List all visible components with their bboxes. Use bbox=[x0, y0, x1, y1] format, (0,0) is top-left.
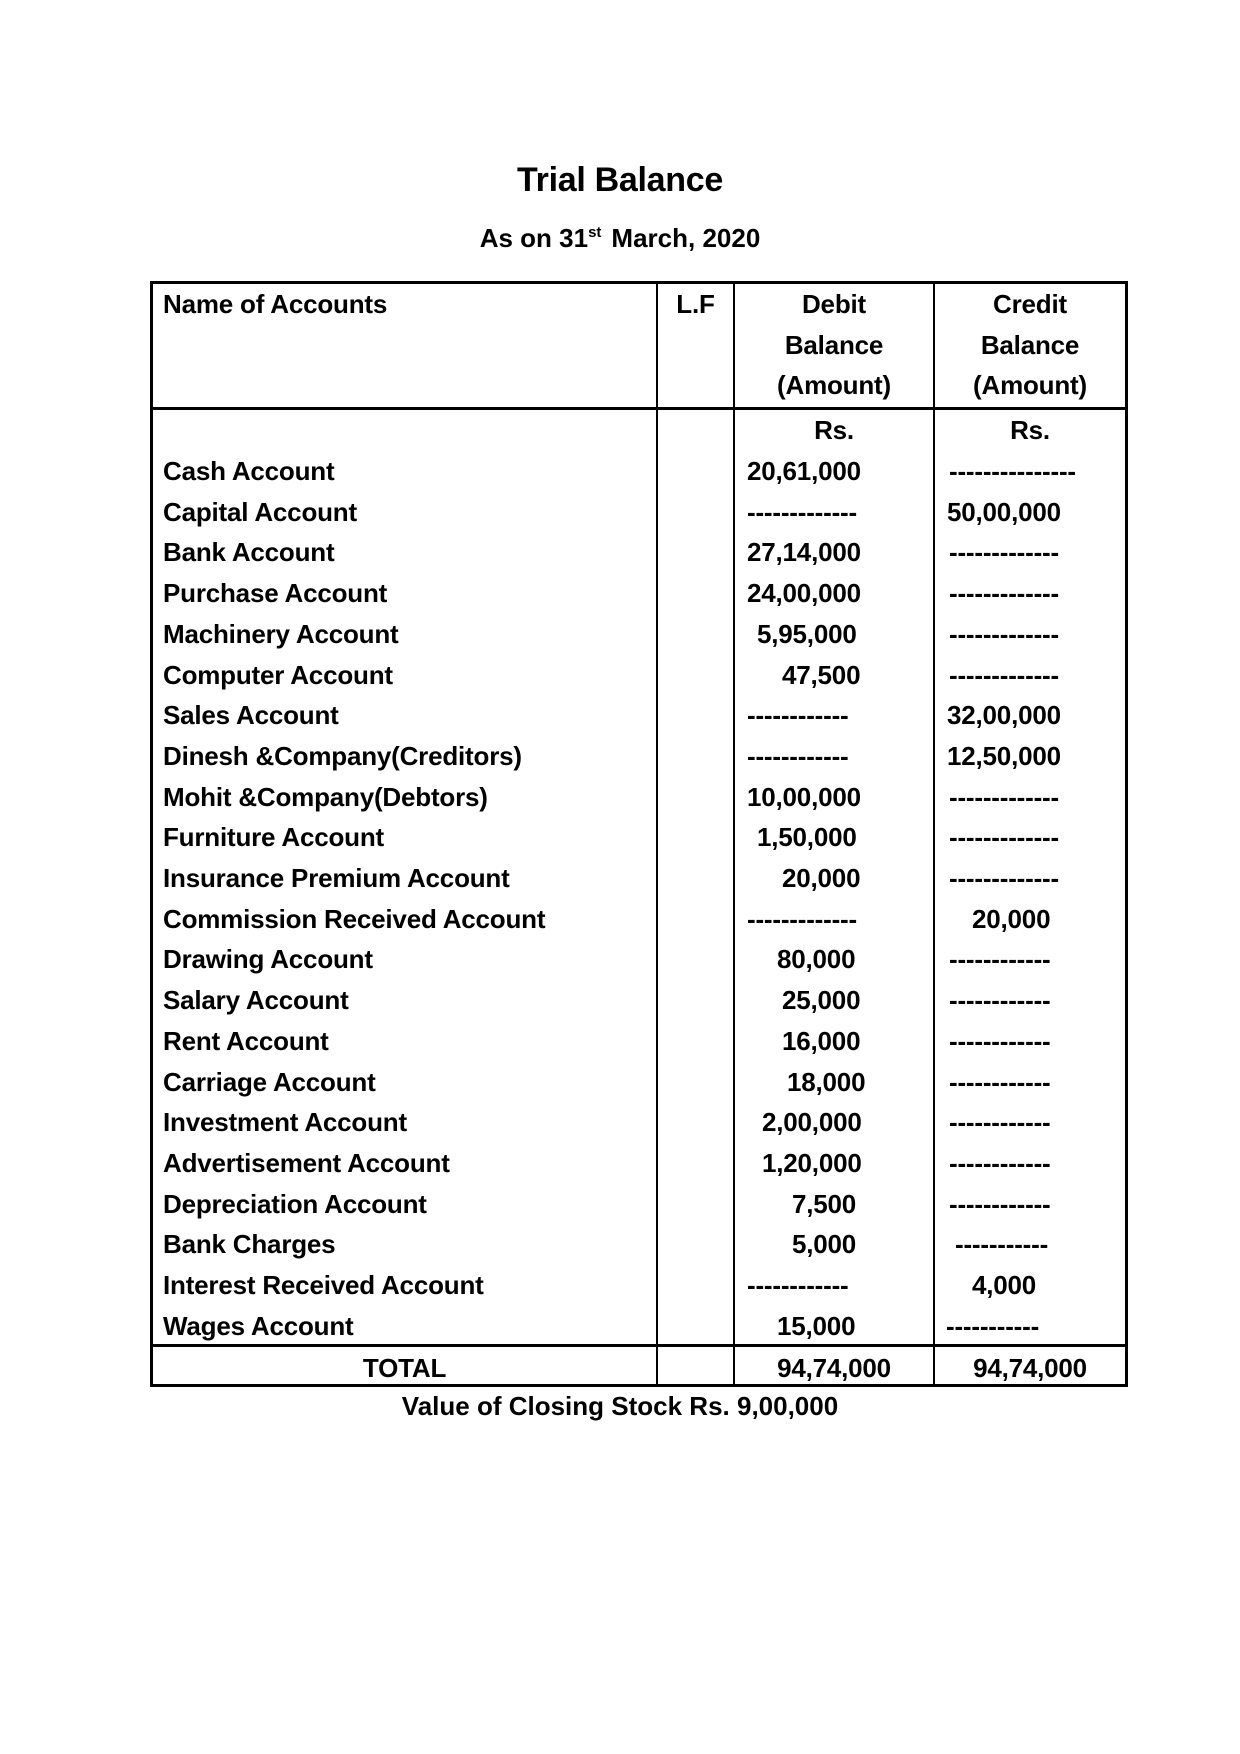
account-name: Computer Account bbox=[163, 660, 393, 690]
credit-amount: 50,00,000 bbox=[947, 497, 1061, 527]
debit-amount: 1,20,000 bbox=[762, 1148, 862, 1178]
account-name: Sales Account bbox=[163, 700, 339, 730]
debit-amount: 24,00,000 bbox=[747, 578, 861, 608]
credit-amount: ------------- bbox=[949, 537, 1059, 567]
account-name: Commission Received Account bbox=[163, 904, 546, 934]
debit-amount: 7,500 bbox=[792, 1189, 857, 1219]
credit-amount: ------------- bbox=[949, 863, 1059, 893]
header-name-of-accounts: Name of Accounts bbox=[163, 289, 388, 319]
subtitle-date-suffix: March, 2020 bbox=[611, 223, 761, 253]
credit-amount: ------------- bbox=[949, 782, 1059, 812]
header-bottom-rule bbox=[153, 407, 1125, 410]
subtitle-ordinal-suffix: st bbox=[588, 224, 602, 241]
debit-amount: 47,500 bbox=[782, 660, 861, 690]
divider-lf-debit bbox=[733, 284, 735, 1384]
debit-amount: ------------ bbox=[747, 700, 849, 730]
account-name: Salary Account bbox=[163, 985, 349, 1015]
debit-amount: 16,000 bbox=[782, 1026, 861, 1056]
credit-amount: ------------- bbox=[949, 578, 1059, 608]
header-credit-line-3: (Amount) bbox=[973, 370, 1087, 400]
closing-stock-note: Value of Closing Stock Rs. 9,00,000 bbox=[401, 1391, 839, 1421]
header-lf: L.F bbox=[676, 289, 715, 319]
debit-currency-label: Rs. bbox=[814, 415, 854, 445]
credit-amount: ------------ bbox=[949, 985, 1051, 1015]
debit-amount: ------------ bbox=[747, 1270, 849, 1300]
total-debit: 94,74,000 bbox=[777, 1353, 891, 1383]
header-debit-line-3: (Amount) bbox=[777, 370, 891, 400]
credit-amount: 4,000 bbox=[972, 1270, 1037, 1300]
credit-amount: ------------ bbox=[949, 1107, 1051, 1137]
account-name: Bank Charges bbox=[163, 1229, 336, 1259]
debit-amount: 5,000 bbox=[792, 1229, 857, 1259]
account-name: Cash Account bbox=[163, 456, 335, 486]
trial-balance-table bbox=[150, 281, 1128, 1387]
debit-amount: 5,95,000 bbox=[757, 619, 857, 649]
debit-amount: 20,000 bbox=[782, 863, 861, 893]
account-name: Investment Account bbox=[163, 1107, 407, 1137]
credit-amount: ------------- bbox=[949, 619, 1059, 649]
debit-amount: 1,50,000 bbox=[757, 822, 857, 852]
debit-amount: 20,61,000 bbox=[747, 456, 861, 486]
header-debit-line-1: Debit bbox=[801, 289, 866, 319]
debit-amount: 2,00,000 bbox=[762, 1107, 862, 1137]
account-name: Depreciation Account bbox=[163, 1189, 427, 1219]
credit-amount: 20,000 bbox=[972, 904, 1051, 934]
account-name: Interest Received Account bbox=[163, 1270, 484, 1300]
debit-amount: 18,000 bbox=[787, 1067, 866, 1097]
total-credit: 94,74,000 bbox=[973, 1353, 1087, 1383]
account-name: Purchase Account bbox=[163, 578, 388, 608]
credit-amount: 32,00,000 bbox=[947, 700, 1061, 730]
credit-amount: ------------ bbox=[949, 1148, 1051, 1178]
debit-amount: 27,14,000 bbox=[747, 537, 861, 567]
credit-amount: ------------ bbox=[949, 1026, 1051, 1056]
debit-amount: 15,000 bbox=[777, 1311, 856, 1341]
subtitle-date-prefix: As on 31 bbox=[479, 223, 589, 253]
debit-amount: ------------- bbox=[747, 497, 857, 527]
page-title: Trial Balance bbox=[517, 161, 723, 199]
credit-amount: ----------- bbox=[946, 1311, 1040, 1341]
account-name: Drawing Account bbox=[163, 944, 373, 974]
total-label: TOTAL bbox=[362, 1353, 447, 1383]
account-name: Mohit &Company(Debtors) bbox=[163, 782, 488, 812]
debit-amount: 10,00,000 bbox=[747, 782, 861, 812]
account-name: Dinesh &Company(Creditors) bbox=[163, 741, 522, 771]
account-name: Capital Account bbox=[163, 497, 357, 527]
credit-amount: ------------ bbox=[949, 1067, 1051, 1097]
account-name: Advertisement Account bbox=[163, 1148, 450, 1178]
credit-amount: ----------- bbox=[955, 1229, 1049, 1259]
account-name: Bank Account bbox=[163, 537, 335, 567]
divider-debit-credit bbox=[933, 284, 935, 1384]
credit-currency-label: Rs. bbox=[1010, 415, 1050, 445]
debit-amount: ------------ bbox=[747, 741, 849, 771]
header-credit-line-2: Balance bbox=[980, 330, 1080, 360]
credit-amount: ------------ bbox=[949, 944, 1051, 974]
account-name: Insurance Premium Account bbox=[163, 863, 510, 893]
total-top-rule bbox=[153, 1344, 1125, 1347]
account-name: Machinery Account bbox=[163, 619, 399, 649]
header-credit-line-1: Credit bbox=[993, 289, 1067, 319]
debit-amount: 25,000 bbox=[782, 985, 861, 1015]
credit-amount: ------------- bbox=[949, 822, 1059, 852]
debit-amount: 80,000 bbox=[777, 944, 856, 974]
credit-amount: --------------- bbox=[949, 456, 1076, 486]
account-name: Rent Account bbox=[163, 1026, 329, 1056]
account-name: Carriage Account bbox=[163, 1067, 376, 1097]
divider-name-lf bbox=[656, 284, 658, 1384]
account-name: Furniture Account bbox=[163, 822, 384, 852]
account-name: Wages Account bbox=[163, 1311, 354, 1341]
page-subtitle bbox=[0, 222, 1240, 259]
debit-amount: ------------- bbox=[747, 904, 857, 934]
credit-amount: 12,50,000 bbox=[947, 741, 1061, 771]
credit-amount: ------------- bbox=[949, 660, 1059, 690]
credit-amount: ------------ bbox=[949, 1189, 1051, 1219]
header-debit-line-2: Balance bbox=[784, 330, 884, 360]
